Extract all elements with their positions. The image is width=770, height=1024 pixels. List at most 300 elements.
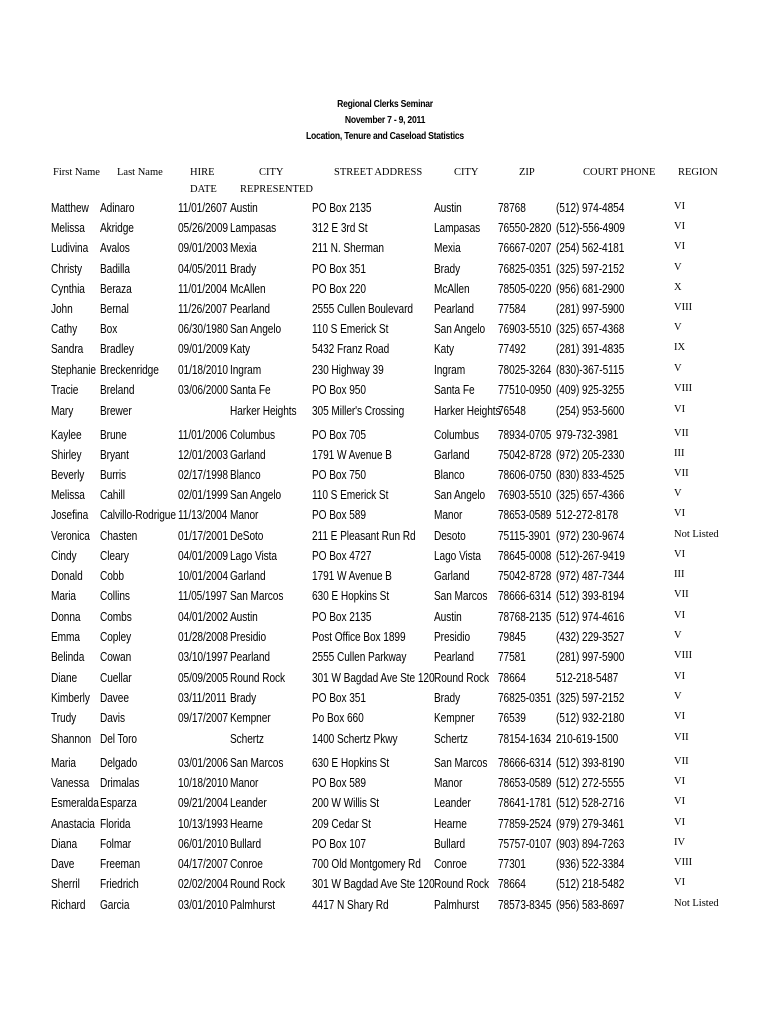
- street-address-cell: PO Box 950: [312, 382, 366, 397]
- street-address-cell: 301 W Bagdad Ave Ste 120: [312, 876, 435, 891]
- last-name-cell: Calvillo-Rodrigue: [100, 507, 176, 522]
- hire-date-cell: 09/21/2004: [178, 795, 228, 810]
- header-street-address: STREET ADDRESS: [334, 167, 423, 178]
- city-represented-cell: Columbus: [230, 427, 276, 442]
- city-cell: Brady: [434, 690, 461, 705]
- first-name-cell: Vanessa: [51, 775, 90, 790]
- street-address-cell: 209 Cedar St: [312, 816, 371, 831]
- city-cell: Brady: [434, 261, 461, 276]
- region-cell: VI: [674, 404, 686, 415]
- city-cell: Santa Fe: [434, 382, 475, 397]
- region-cell: Not Listed: [674, 529, 719, 540]
- first-name-cell: Mary: [51, 403, 74, 418]
- street-address-cell: Post Office Box 1899: [312, 629, 406, 644]
- zip-cell: 78768-2135: [498, 609, 552, 624]
- last-name-cell: Cowan: [100, 649, 132, 664]
- court-phone-cell: (325) 657-4366: [556, 487, 625, 502]
- first-name-cell: Anastacia: [51, 816, 95, 831]
- street-address-cell: 110 S Emerick St: [312, 487, 389, 502]
- city-cell: Palmhurst: [434, 897, 479, 912]
- first-name-cell: Esmeralda: [51, 795, 99, 810]
- zip-cell: 78653-0589: [498, 507, 552, 522]
- street-address-cell: 211 N. Sherman: [312, 240, 385, 255]
- zip-cell: 78505-0220: [498, 281, 552, 296]
- zip-cell: 77492: [498, 341, 526, 356]
- last-name-cell: Cleary: [100, 548, 129, 563]
- city-represented-cell: Manor: [230, 775, 259, 790]
- city-represented-cell: Garland: [230, 447, 266, 462]
- region-cell: VII: [674, 756, 689, 767]
- region-cell: VIII: [674, 302, 693, 313]
- street-address-cell: 301 W Bagdad Ave Ste 120: [312, 670, 435, 685]
- header-represented: REPRESENTED: [240, 184, 313, 195]
- region-cell: VI: [674, 549, 686, 560]
- city-represented-cell: Kempner: [230, 710, 271, 725]
- first-name-cell: Melissa: [51, 487, 85, 502]
- city-cell: Mexia: [434, 240, 461, 255]
- last-name-cell: Collins: [100, 588, 130, 603]
- region-cell: VI: [674, 610, 686, 621]
- street-address-cell: 312 E 3rd St: [312, 220, 368, 235]
- zip-cell: 76539: [498, 710, 526, 725]
- zip-cell: 78666-6314: [498, 588, 552, 603]
- city-represented-cell: Santa Fe: [230, 382, 271, 397]
- last-name-cell: Cobb: [100, 568, 124, 583]
- city-represented-cell: Leander: [230, 795, 267, 810]
- city-represented-cell: Harker Heights: [230, 403, 297, 418]
- region-cell: VII: [674, 428, 689, 439]
- zip-cell: 78934-0705: [498, 427, 552, 442]
- city-cell: Round Rock: [434, 876, 490, 891]
- last-name-cell: Drimalas: [100, 775, 140, 790]
- header-court-phone: COURT PHONE: [583, 167, 656, 178]
- last-name-cell: Breckenridge: [100, 362, 159, 377]
- hire-date-cell: 06/01/2010: [178, 836, 228, 851]
- city-represented-cell: Presidio: [230, 629, 267, 644]
- zip-cell: 76903-5510: [498, 321, 552, 336]
- last-name-cell: Bryant: [100, 447, 129, 462]
- court-phone-cell: (325) 597-2152: [556, 261, 625, 276]
- zip-cell: 75115-3901: [498, 528, 551, 543]
- region-cell: Not Listed: [674, 898, 719, 909]
- court-phone-cell: (972) 487-7344: [556, 568, 625, 583]
- city-represented-cell: Brady: [230, 261, 257, 276]
- city-represented-cell: Ingram: [230, 362, 262, 377]
- last-name-cell: Avalos: [100, 240, 130, 255]
- zip-cell: 78025-3264: [498, 362, 552, 377]
- street-address-cell: 630 E Hopkins St: [312, 755, 390, 770]
- last-name-cell: Garcia: [100, 897, 130, 912]
- hire-date-cell: 03/10/1997: [178, 649, 228, 664]
- city-cell: Round Rock: [434, 670, 490, 685]
- zip-cell: 76548: [498, 403, 526, 418]
- court-phone-cell: (254) 562-4181: [556, 240, 625, 255]
- region-cell: V: [674, 262, 682, 273]
- first-name-cell: Richard: [51, 897, 86, 912]
- region-cell: V: [674, 322, 682, 333]
- city-represented-cell: McAllen: [230, 281, 266, 296]
- court-phone-cell: (432) 229-3527: [556, 629, 625, 644]
- region-cell: V: [674, 363, 682, 374]
- city-represented-cell: San Marcos: [230, 755, 284, 770]
- zip-cell: 75042-8728: [498, 568, 552, 583]
- last-name-cell: Friedrich: [100, 876, 139, 891]
- city-cell: Leander: [434, 795, 471, 810]
- zip-cell: 78154-1634: [498, 731, 552, 746]
- last-name-cell: Chasten: [100, 528, 138, 543]
- city-cell: Austin: [434, 200, 462, 215]
- zip-cell: 78645-0008: [498, 548, 552, 563]
- city-cell: Bullard: [434, 836, 466, 851]
- region-cell: VII: [674, 589, 689, 600]
- hire-date-cell: 11/01/2607: [178, 200, 228, 215]
- court-phone-cell: (512)-556-4909: [556, 220, 625, 235]
- city-cell: Presidio: [434, 629, 471, 644]
- court-phone-cell: (512)-267-9419: [556, 548, 625, 563]
- city-cell: Garland: [434, 447, 470, 462]
- street-address-cell: PO Box 2135: [312, 200, 372, 215]
- hire-date-cell: 04/01/2002: [178, 609, 228, 624]
- header-last-name: Last Name: [117, 167, 163, 178]
- last-name-cell: Del Toro: [100, 731, 137, 746]
- first-name-cell: Cynthia: [51, 281, 85, 296]
- hire-date-cell: 04/01/2009: [178, 548, 228, 563]
- region-cell: X: [674, 282, 682, 293]
- document-date: November 7 - 9, 2011: [344, 114, 426, 126]
- hire-date-cell: 03/01/2006: [178, 755, 228, 770]
- zip-cell: 78664: [498, 670, 526, 685]
- hire-date-cell: 12/01/2003: [178, 447, 228, 462]
- city-cell: San Marcos: [434, 755, 488, 770]
- court-phone-cell: (512) 974-4854: [556, 200, 625, 215]
- region-cell: VI: [674, 817, 686, 828]
- street-address-cell: 211 E Pleasant Run Rd: [312, 528, 416, 543]
- last-name-cell: Akridge: [100, 220, 134, 235]
- last-name-cell: Cahill: [100, 487, 125, 502]
- court-phone-cell: (512) 528-2716: [556, 795, 625, 810]
- street-address-cell: 2555 Cullen Parkway: [312, 649, 407, 664]
- region-cell: V: [674, 488, 682, 499]
- region-cell: VI: [674, 796, 686, 807]
- street-address-cell: PO Box 220: [312, 281, 366, 296]
- city-cell: Ingram: [434, 362, 466, 377]
- hire-date-cell: 10/13/1993: [178, 816, 228, 831]
- last-name-cell: Cuellar: [100, 670, 132, 685]
- city-cell: Schertz: [434, 731, 468, 746]
- last-name-cell: Esparza: [100, 795, 137, 810]
- street-address-cell: 630 E Hopkins St: [312, 588, 390, 603]
- hire-date-cell: 11/01/2006: [178, 427, 228, 442]
- region-cell: IX: [674, 342, 686, 353]
- last-name-cell: Davee: [100, 690, 129, 705]
- hire-date-cell: 04/17/2007: [178, 856, 228, 871]
- zip-cell: 77301: [498, 856, 526, 871]
- hire-date-cell: 09/01/2003: [178, 240, 228, 255]
- city-represented-cell: Manor: [230, 507, 259, 522]
- first-name-cell: Sandra: [51, 341, 84, 356]
- city-represented-cell: Mexia: [230, 240, 257, 255]
- court-phone-cell: (512) 974-4616: [556, 609, 625, 624]
- street-address-cell: 200 W Willis St: [312, 795, 380, 810]
- region-cell: V: [674, 630, 682, 641]
- hire-date-cell: 10/18/2010: [178, 775, 228, 790]
- court-phone-cell: (254) 953-5600: [556, 403, 625, 418]
- region-cell: VIII: [674, 383, 693, 394]
- zip-cell: 77859-2524: [498, 816, 552, 831]
- zip-cell: 75042-8728: [498, 447, 552, 462]
- hire-date-cell: 02/17/1998: [178, 467, 228, 482]
- court-phone-cell: (512) 393-8190: [556, 755, 625, 770]
- city-represented-cell: Palmhurst: [230, 897, 275, 912]
- hire-date-cell: 01/28/2008: [178, 629, 228, 644]
- city-represented-cell: Round Rock: [230, 876, 286, 891]
- first-name-cell: Beverly: [51, 467, 85, 482]
- court-phone-cell: (972) 230-9674: [556, 528, 625, 543]
- region-cell: VIII: [674, 857, 693, 868]
- first-name-cell: Emma: [51, 629, 80, 644]
- zip-cell: 77584: [498, 301, 526, 316]
- hire-date-cell: 11/13/2004: [178, 507, 228, 522]
- region-cell: VII: [674, 732, 689, 743]
- last-name-cell: Bradley: [100, 341, 134, 356]
- street-address-cell: PO Box 589: [312, 775, 366, 790]
- last-name-cell: Brewer: [100, 403, 132, 418]
- zip-cell: 78768: [498, 200, 526, 215]
- city-represented-cell: Garland: [230, 568, 266, 583]
- zip-cell: 78653-0589: [498, 775, 552, 790]
- hire-date-cell: 09/17/2007: [178, 710, 228, 725]
- header-city: CITY: [454, 167, 479, 178]
- city-represented-cell: Lampasas: [230, 220, 277, 235]
- hire-date-cell: 03/01/2010: [178, 897, 228, 912]
- city-cell: Columbus: [434, 427, 480, 442]
- court-phone-cell: 512-218-5487: [556, 670, 619, 685]
- city-represented-cell: San Angelo: [230, 487, 282, 502]
- street-address-cell: PO Box 107: [312, 836, 366, 851]
- city-cell: Hearne: [434, 816, 467, 831]
- court-phone-cell: (325) 597-2152: [556, 690, 625, 705]
- city-represented-cell: Lago Vista: [230, 548, 277, 563]
- city-represented-cell: Pearland: [230, 301, 270, 316]
- first-name-cell: Ludivina: [51, 240, 89, 255]
- first-name-cell: Melissa: [51, 220, 85, 235]
- court-phone-cell: 979-732-3981: [556, 427, 619, 442]
- zip-cell: 76903-5510: [498, 487, 552, 502]
- court-phone-cell: (281) 997-5900: [556, 649, 625, 664]
- zip-cell: 78573-8345: [498, 897, 552, 912]
- first-name-cell: John: [51, 301, 73, 316]
- street-address-cell: 1791 W Avenue B: [312, 568, 392, 583]
- hire-date-cell: 05/26/2009: [178, 220, 228, 235]
- street-address-cell: PO Box 750: [312, 467, 366, 482]
- city-cell: Lampasas: [434, 220, 481, 235]
- header-zip: ZIP: [519, 167, 535, 178]
- city-represented-cell: Katy: [230, 341, 250, 356]
- city-represented-cell: San Marcos: [230, 588, 284, 603]
- street-address-cell: PO Box 351: [312, 261, 366, 276]
- street-address-cell: 1400 Schertz Pkwy: [312, 731, 398, 746]
- first-name-cell: Kaylee: [51, 427, 82, 442]
- city-cell: San Marcos: [434, 588, 488, 603]
- last-name-cell: Copley: [100, 629, 132, 644]
- last-name-cell: Freeman: [100, 856, 141, 871]
- first-name-cell: Cindy: [51, 548, 77, 563]
- street-address-cell: 5432 Franz Road: [312, 341, 390, 356]
- court-phone-cell: (512) 393-8194: [556, 588, 625, 603]
- city-represented-cell: Austin: [230, 609, 258, 624]
- first-name-cell: Belinda: [51, 649, 85, 664]
- city-cell: McAllen: [434, 281, 470, 296]
- city-cell: Harker Heights: [434, 403, 501, 418]
- city-represented-cell: San Angelo: [230, 321, 282, 336]
- street-address-cell: PO Box 4727: [312, 548, 372, 563]
- hire-date-cell: 04/05/2011: [178, 261, 228, 276]
- street-address-cell: PO Box 705: [312, 427, 366, 442]
- region-cell: VI: [674, 776, 686, 787]
- court-phone-cell: (936) 522-3384: [556, 856, 625, 871]
- region-cell: VIII: [674, 650, 693, 661]
- zip-cell: 78641-1781: [498, 795, 552, 810]
- region-cell: VI: [674, 671, 686, 682]
- zip-cell: 77581: [498, 649, 526, 664]
- first-name-cell: Veronica: [51, 528, 90, 543]
- city-cell: Katy: [434, 341, 454, 356]
- city-cell: Manor: [434, 507, 463, 522]
- city-represented-cell: Austin: [230, 200, 258, 215]
- first-name-cell: Kimberly: [51, 690, 90, 705]
- court-phone-cell: (512) 218-5482: [556, 876, 625, 891]
- region-cell: III: [674, 569, 685, 580]
- header-region: REGION: [678, 167, 718, 178]
- city-cell: Manor: [434, 775, 463, 790]
- city-represented-cell: Hearne: [230, 816, 263, 831]
- street-address-cell: PO Box 2135: [312, 609, 372, 624]
- court-phone-cell: (972) 205-2330: [556, 447, 625, 462]
- court-phone-cell: (281) 391-4835: [556, 341, 625, 356]
- first-name-cell: Christy: [51, 261, 83, 276]
- street-address-cell: 110 S Emerick St: [312, 321, 389, 336]
- hire-date-cell: 05/09/2005: [178, 670, 228, 685]
- first-name-cell: Matthew: [51, 200, 89, 215]
- header-hire: HIRE: [190, 167, 215, 178]
- court-phone-cell: (409) 925-3255: [556, 382, 625, 397]
- region-cell: VI: [674, 711, 686, 722]
- city-cell: Austin: [434, 609, 462, 624]
- city-cell: Pearland: [434, 649, 474, 664]
- last-name-cell: Breland: [100, 382, 135, 397]
- region-cell: VI: [674, 508, 686, 519]
- court-phone-cell: (979) 279-3461: [556, 816, 625, 831]
- first-name-cell: Diane: [51, 670, 78, 685]
- region-cell: III: [674, 448, 685, 459]
- first-name-cell: Dave: [51, 856, 75, 871]
- first-name-cell: Tracie: [51, 382, 79, 397]
- first-name-cell: Stephanie: [51, 362, 96, 377]
- court-phone-cell: (903) 894-7263: [556, 836, 625, 851]
- zip-cell: 76825-0351: [498, 261, 552, 276]
- first-name-cell: Trudy: [51, 710, 77, 725]
- city-cell: Lago Vista: [434, 548, 481, 563]
- city-cell: Desoto: [434, 528, 466, 543]
- street-address-cell: 230 Highway 39: [312, 362, 384, 377]
- city-cell: Blanco: [434, 467, 465, 482]
- header-city-represented: CITY: [259, 167, 284, 178]
- zip-cell: 77510-0950: [498, 382, 552, 397]
- zip-cell: 78666-6314: [498, 755, 552, 770]
- hire-date-cell: 03/06/2000: [178, 382, 228, 397]
- first-name-cell: Donna: [51, 609, 81, 624]
- court-phone-cell: (325) 657-4368: [556, 321, 625, 336]
- hire-date-cell: 02/02/2004: [178, 876, 228, 891]
- zip-cell: 76667-0207: [498, 240, 552, 255]
- street-address-cell: PO Box 589: [312, 507, 366, 522]
- first-name-cell: Diana: [51, 836, 78, 851]
- zip-cell: 78606-0750: [498, 467, 552, 482]
- hire-date-cell: 10/01/2004: [178, 568, 228, 583]
- first-name-cell: Shirley: [51, 447, 82, 462]
- city-cell: Garland: [434, 568, 470, 583]
- hire-date-cell: 09/01/2009: [178, 341, 228, 356]
- hire-date-cell: 11/26/2007: [178, 301, 228, 316]
- hire-date-cell: 01/18/2010: [178, 362, 228, 377]
- last-name-cell: Delgado: [100, 755, 138, 770]
- hire-date-cell: 11/01/2004: [178, 281, 228, 296]
- first-name-cell: Maria: [51, 755, 76, 770]
- hire-date-cell: 11/05/1997: [178, 588, 228, 603]
- street-address-cell: 700 Old Montgomery Rd: [312, 856, 421, 871]
- street-address-cell: 4417 N Shary Rd: [312, 897, 389, 912]
- region-cell: VI: [674, 877, 686, 888]
- region-cell: VI: [674, 201, 686, 212]
- last-name-cell: Folmar: [100, 836, 132, 851]
- city-cell: San Angelo: [434, 321, 486, 336]
- region-cell: VII: [674, 468, 689, 479]
- city-represented-cell: Round Rock: [230, 670, 286, 685]
- header-first-name: First Name: [53, 167, 100, 178]
- hire-date-cell: 02/01/1999: [178, 487, 228, 502]
- court-phone-cell: (830)-367-5115: [556, 362, 625, 377]
- last-name-cell: Brune: [100, 427, 127, 442]
- street-address-cell: PO Box 351: [312, 690, 366, 705]
- last-name-cell: Burris: [100, 467, 127, 482]
- zip-cell: 79845: [498, 629, 526, 644]
- first-name-cell: Maria: [51, 588, 76, 603]
- last-name-cell: Badilla: [100, 261, 130, 276]
- city-cell: Pearland: [434, 301, 474, 316]
- city-represented-cell: Schertz: [230, 731, 264, 746]
- court-phone-cell: (512) 932-2180: [556, 710, 625, 725]
- first-name-cell: Shannon: [51, 731, 92, 746]
- street-address-cell: 1791 W Avenue B: [312, 447, 392, 462]
- last-name-cell: Adinaro: [100, 200, 135, 215]
- first-name-cell: Josefina: [51, 507, 89, 522]
- city-represented-cell: Blanco: [230, 467, 261, 482]
- zip-cell: 78664: [498, 876, 526, 891]
- court-phone-cell: (281) 997-5900: [556, 301, 625, 316]
- last-name-cell: Bernal: [100, 301, 129, 316]
- last-name-cell: Combs: [100, 609, 132, 624]
- city-cell: Kempner: [434, 710, 475, 725]
- last-name-cell: Florida: [100, 816, 131, 831]
- zip-cell: 75757-0107: [498, 836, 552, 851]
- street-address-cell: 2555 Cullen Boulevard: [312, 301, 413, 316]
- court-phone-cell: (512) 272-5555: [556, 775, 625, 790]
- city-represented-cell: Pearland: [230, 649, 270, 664]
- court-phone-cell: (830) 833-4525: [556, 467, 625, 482]
- hire-date-cell: 03/11/2011: [178, 690, 227, 705]
- city-represented-cell: Bullard: [230, 836, 262, 851]
- last-name-cell: Beraza: [100, 281, 132, 296]
